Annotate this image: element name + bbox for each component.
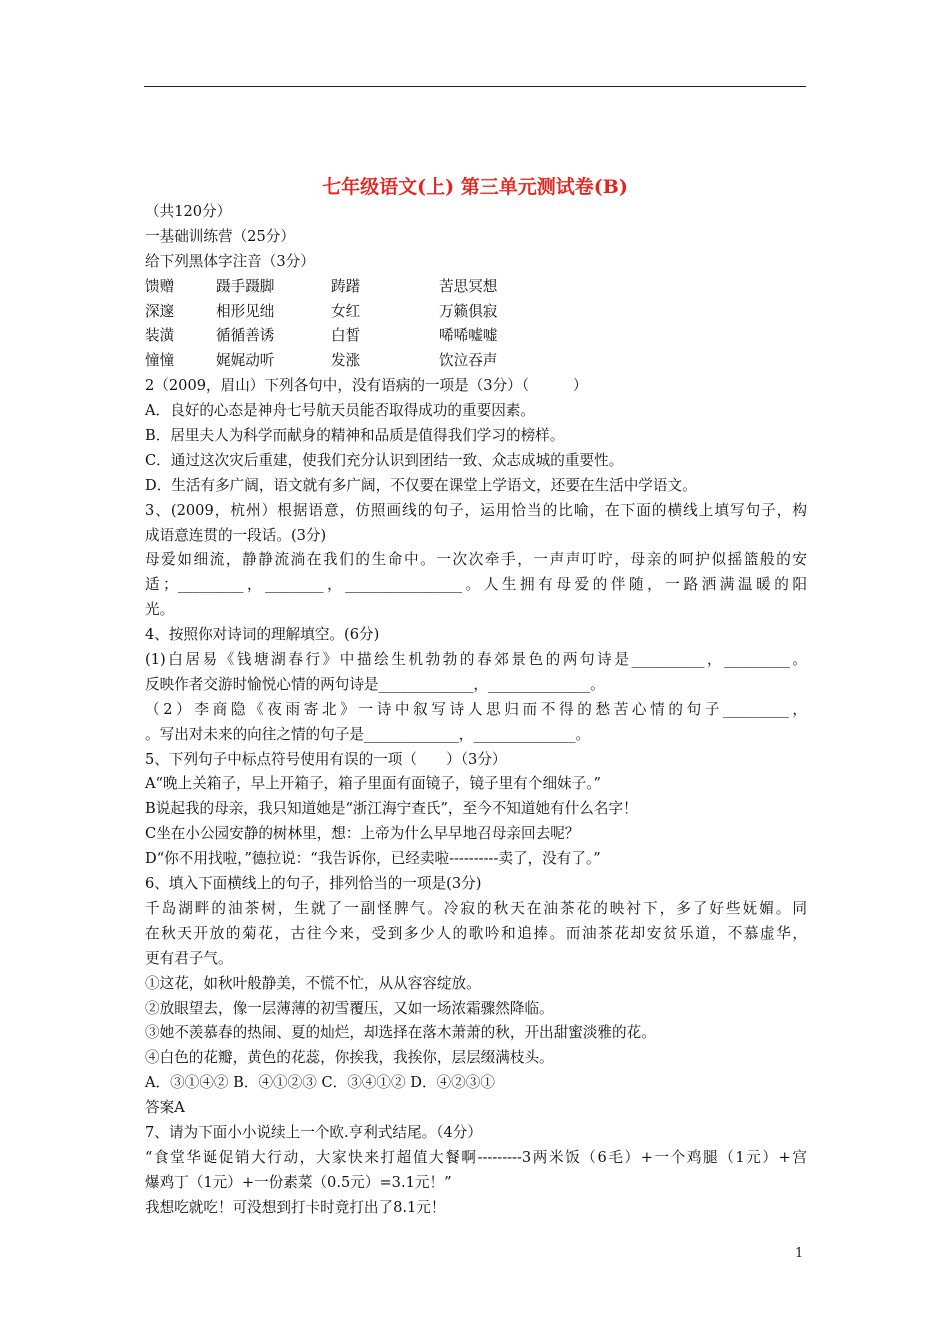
question-7-passage: 爆鸡丁（1元）+一份素菜（0.5元）=3.1元！” [145,1173,452,1191]
question-6-title: 6、填入下面横线上的句子，排列恰当的一项是(3分) [145,875,482,893]
pinyin-word: 万籁俱寂 [439,302,498,320]
pinyin-word: 踌躇 [331,277,361,295]
question-3-text: 成语意连贯的一段话。(3分) [145,526,327,544]
question-6-item: ④白色的花瓣，黄色的花蕊，你挨我，我挨你，层层缀满枝头。 [145,1049,554,1067]
page-number: 1 [795,1246,804,1261]
pinyin-word: 循循善诱 [216,327,275,345]
pinyin-word: 白皙 [331,327,361,345]
pinyin-word: 苦思冥想 [439,277,498,295]
question-6-passage: 千岛湖畔的油茶树，生就了一副怪脾气。冷寂的秋天在油茶花的映衬下，多了好些妩媚。同 [145,899,807,917]
question-6-item: ②放眼望去，像一层薄薄的初雪覆压，又如一场浓霜骤然降临。 [145,999,554,1017]
pinyin-word: 女红 [331,302,361,320]
question-4-item: （2）李商隐《夜雨寄北》一诗中叙写诗人思归而不得的愁苦心情的句子_________， [145,700,807,718]
question-4-item: (1)白居易《钱塘湖春行》中描绘生机勃勃的春郊景色的两句诗是__________，_________。 [145,651,807,669]
header-rule [144,86,806,87]
question-4-item: 反映作者交游时愉悦心情的两句诗是_____________，______________。 [145,675,605,693]
question-5-option: B说起我的母亲，我只知道她是“浙江海宁查氏”，至今不知道她有什么名字！ [145,800,638,818]
pinyin-word: 唏唏嘘嘘 [439,327,498,345]
question-6-item: ①这花，如秋叶般静美，不慌不忙，从从容容绽放。 [145,974,481,992]
pinyin-row [145,300,807,325]
total-score: （共120分） [145,203,232,220]
document-body [145,200,807,1221]
question-1-title: 给下列黑体字注音（3分） [145,252,315,270]
question-5-option: D“你不用找啦，”德拉说：“我告诉你，已经卖啦----------卖了，没有了。” [145,850,601,868]
page-title: 七年级语文(上) 第三单元测试卷(B) [322,176,628,198]
question-2-option: C．通过这次灾后重建，使我们充分认识到团结一致、众志成城的重要性。 [145,451,624,469]
pinyin-word: 憧憧 [145,352,175,370]
question-4-item: 。写出对未来的向往之情的句子是_____________，______________。 [145,725,591,743]
question-2-option: B．居里夫人为科学而献身的精神和品质是值得我们学习的榜样。 [145,427,565,445]
section-heading: 一基础训练营（25分） [145,227,295,245]
question-7-passage: 我想吃就吃！可没想到打卡时竟打出了8.1元！ [145,1198,446,1216]
question-7-title: 7、请为下面小小说续上一个欧.亨利式结尾。（4分） [145,1123,482,1141]
question-7-passage: “食堂华诞促销大行动，大家快来打超值大餐啊---------3两米饭（6毛）+一个鸡腿（1元）+宫 [145,1148,807,1166]
pinyin-row [145,324,807,349]
question-6-choices: A．③①④② B．④①②③ C．③④①② D．④②③① [145,1074,495,1092]
question-2-option: A．良好的心态是神舟七号航天员能否取得成功的重要因素。 [145,402,535,420]
question-6-passage: 更有君子气。 [145,949,233,967]
question-6-passage: 在秋天开放的菊花，古往今来，受到多少人的歌吟和追捧。而油茶花却安贫乐道，不慕虚华， [145,924,807,942]
pinyin-word: 深邃 [145,302,175,320]
pinyin-word: 蹑手蹑脚 [216,277,275,295]
pinyin-word: 装潢 [145,327,175,345]
question-5-option: C坐在小公园安静的树林里，想：上帝为什么早早地召母亲回去呢？ [145,825,580,843]
question-2-title: 2（2009，眉山）下列各句中，没有语病的一项是（3分）（ ） [145,377,588,395]
question-6-item: ③她不羡慕春的热闹、夏的灿烂，却选择在落木萧萧的秋，开出甜蜜淡雅的花。 [145,1024,656,1042]
question-3-passage: 光。 [145,601,175,619]
question-2-option: D．生活有多广阔，语文就有多广阔，不仅要在课堂上学语文，还要在生活中学语文。 [145,476,697,494]
question-4-title: 4、按照你对诗词的理解填空。(6分) [145,626,380,644]
pinyin-row [145,275,807,300]
pinyin-word: 发涨 [331,352,361,370]
question-3-passage: 适；_________，________，________________。人生拥有母爱的伴随，一路洒满温暖的阳 [145,576,807,594]
question-6-answer: 答案A [145,1099,185,1117]
question-3-passage: 母爱如细流，静静流淌在我们的生命中。一次次牵手，一声声叮咛，母亲的呵护似摇篮般的安 [145,551,807,569]
pinyin-word: 娓娓动听 [216,352,275,370]
question-5-option: A“晚上关箱子，早上开箱子，箱子里面有面镜子，镜子里有个细妹子。” [145,775,601,793]
pinyin-word: 馈赠 [145,277,175,295]
pinyin-word: 相形见绌 [216,302,275,320]
pinyin-word: 饮泣吞声 [439,352,498,370]
question-5-title: 5、下列句子中标点符号使用有误的一项（ ）（3分） [145,750,507,768]
pinyin-row [145,349,807,374]
question-3-text: 3、(2009，杭州）根据语意，仿照画线的句子，运用恰当的比喻，在下面的横线上填写句子，构 [145,501,807,519]
